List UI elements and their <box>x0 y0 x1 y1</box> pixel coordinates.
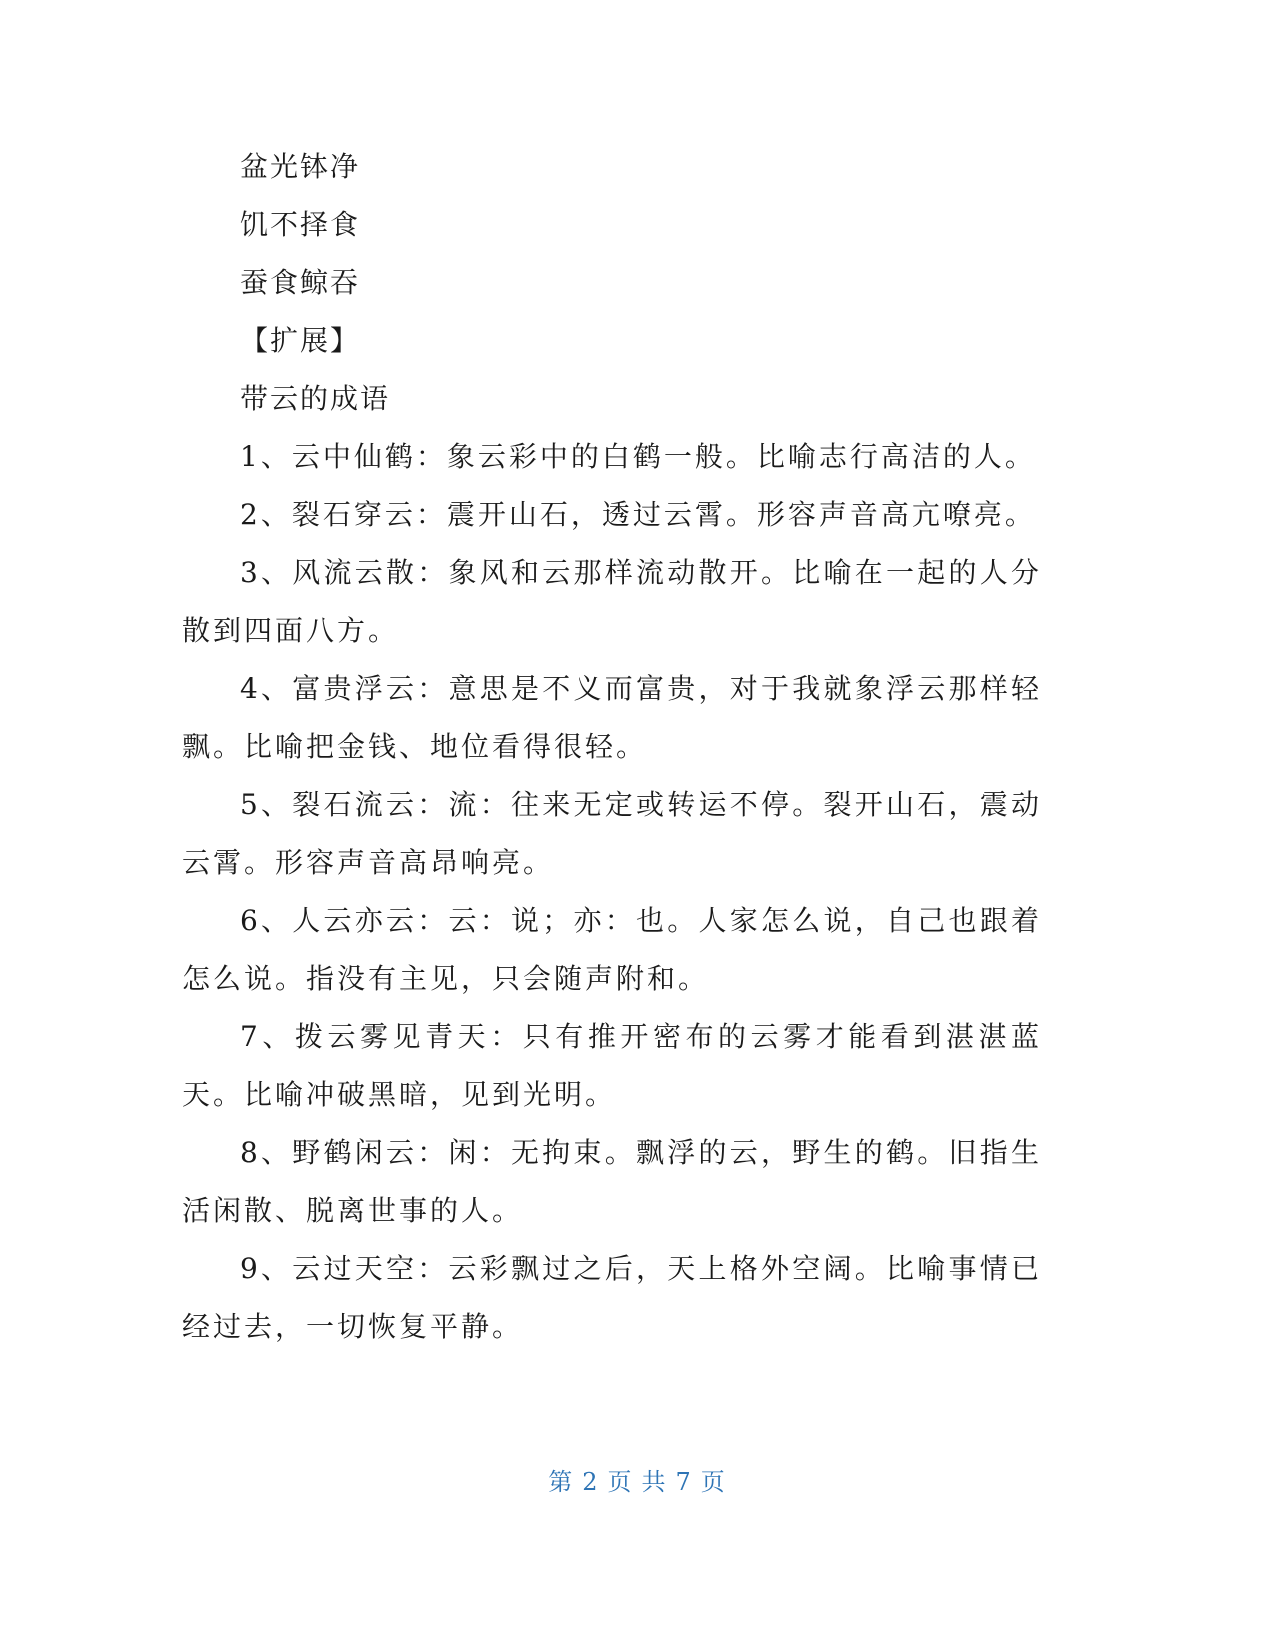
section-heading: 【扩展】 <box>240 324 361 357</box>
idiom-entry: 2、裂石穿云：震开山石，透过云霄。形容声音高亢嘹亮。 <box>240 498 1036 531</box>
idiom-entry: 3、风流云散：象风和云那样流动散开。比喻在一起的人分散到四面八方。 <box>182 556 1042 647</box>
idiom-entry: 6、人云亦云：云：说；亦：也。人家怎么说，自己也跟着怎么说。指没有主见，只会随声附和。 <box>182 904 1042 995</box>
page-content <box>182 138 1042 1356</box>
section-subtitle: 带云的成语 <box>240 382 391 415</box>
idiom-entry: 7、拨云雾见青天：只有推开密布的云雾才能看到湛湛蓝天。比喻冲破黑暗，见到光明。 <box>182 1020 1042 1111</box>
idiom-line: 盆光钵净 <box>240 150 361 183</box>
idiom-line: 饥不择食 <box>240 208 361 241</box>
total-pages: 7 <box>675 1468 693 1496</box>
idiom-entry: 1、云中仙鹤：象云彩中的白鹤一般。比喻志行高洁的人。 <box>240 440 1036 473</box>
idiom-entry: 8、野鹤闲云：闲：无拘束。飘浮的云，野生的鹤。旧指生活闲散、脱离世事的人。 <box>182 1136 1042 1227</box>
footer-suffix: 页 <box>700 1468 727 1496</box>
footer-page-word: 页 <box>607 1468 634 1496</box>
page-number: 2 <box>582 1468 600 1496</box>
idiom-line: 蚕食鲸吞 <box>240 266 361 299</box>
idiom-entry: 5、裂石流云：流：往来无定或转运不停。裂开山石，震动云霄。形容声音高昂响亮。 <box>182 788 1042 879</box>
page-footer <box>0 1462 1275 1497</box>
idiom-entry: 9、云过天空：云彩飘过之后，天上格外空阔。比喻事情已经过去，一切恢复平静。 <box>182 1252 1042 1343</box>
footer-prefix: 第 <box>548 1468 575 1496</box>
footer-total-word: 共 <box>641 1468 668 1496</box>
idiom-entry: 4、富贵浮云：意思是不义而富贵，对于我就象浮云那样轻飘。比喻把金钱、地位看得很轻。 <box>182 672 1042 763</box>
